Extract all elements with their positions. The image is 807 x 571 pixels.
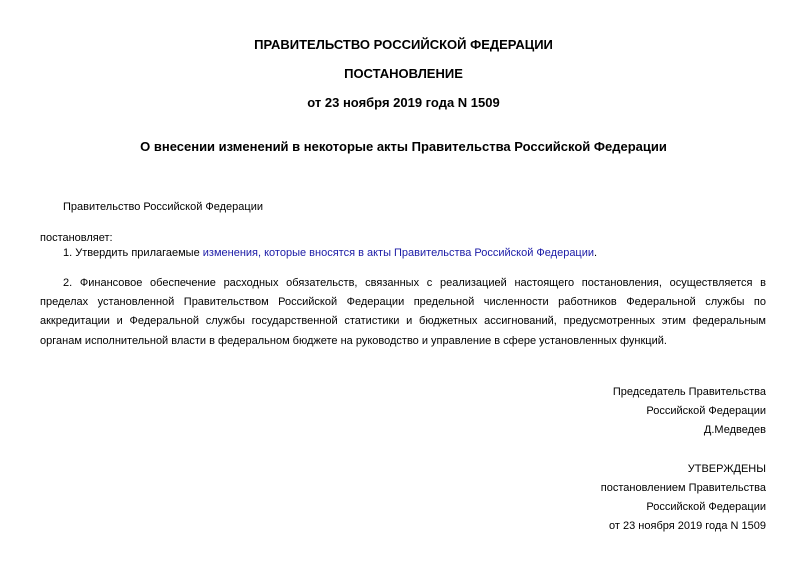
document-date-number: от 23 ноября 2019 года N 1509 <box>307 95 500 110</box>
item-1-prefix: 1. Утвердить прилагаемые <box>63 247 203 259</box>
issuer-line: Правительство Российской Федерации <box>63 201 263 213</box>
approval-heading: УТВЕРЖДЕНЫ <box>687 463 766 475</box>
signatory-name: Д.Медведев <box>703 424 766 436</box>
signature-block <box>613 383 766 440</box>
item-2-paragraph: 2. Финансовое обеспечение расходных обязательств, связанных с реализацией настоящего постановления, осуществляется в пределах установленной Правительством Российской Федерации предельной численности работников Федеральной службы по аккредитации и Федеральной службы государственной статистики и бюджетных ассигнований, предусмотренных этим федеральным органам исполнительной власти в федеральном бюджете на руководство и управление в сфере установленных функций. <box>40 277 766 347</box>
signature-title-line: Председатель Правительства <box>612 386 766 398</box>
approval-line-3: Российской Федерации <box>646 501 766 513</box>
document-title: О внесении изменений в некоторые акты Правительства Российской Федерации <box>140 139 667 154</box>
resolves-line: постановляет: <box>40 232 113 244</box>
approval-line-4: от 23 ноября 2019 года N 1509 <box>609 520 766 532</box>
document-type-heading: ПОСТАНОВЛЕНИЕ <box>344 66 463 81</box>
approval-line-2: постановлением Правительства <box>600 482 766 494</box>
signature-org-line: Российской Федерации <box>646 405 766 417</box>
item-1-suffix: . <box>594 247 598 259</box>
item-1 <box>63 244 597 263</box>
approval-block <box>601 460 766 536</box>
amendments-link[interactable]: изменения, которые вносятся в акты Правительства Российской Федерации <box>202 247 595 259</box>
government-heading: ПРАВИТЕЛЬСТВО РОССИЙСКОЙ ФЕДЕРАЦИИ <box>254 37 553 52</box>
